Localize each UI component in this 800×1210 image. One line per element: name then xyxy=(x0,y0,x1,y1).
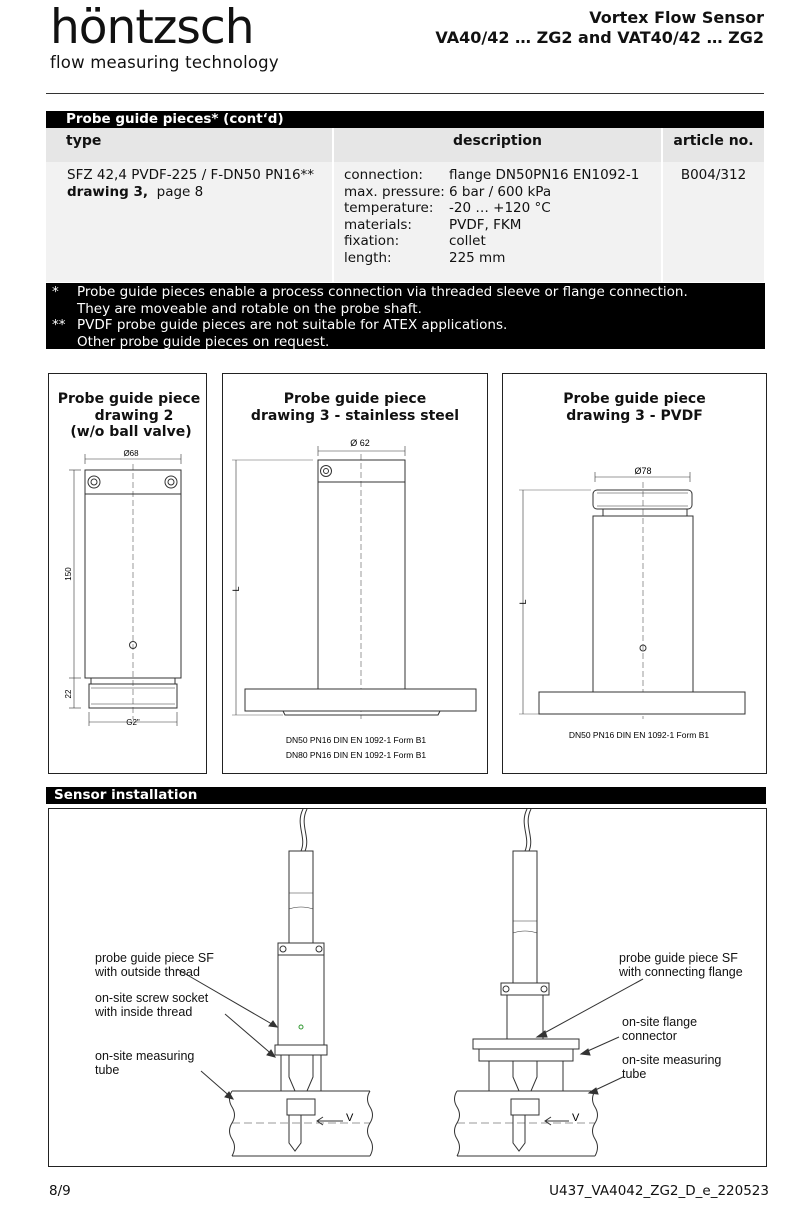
flange-note-1: DN50 PN16 DIN EN 1092-1 Form B1 xyxy=(568,730,710,740)
drawing-title-line: drawing 3 - PVDF xyxy=(566,407,703,424)
drawing-title xyxy=(503,391,766,424)
logo-wordmark: höntzsch xyxy=(50,0,254,55)
spec-value: PVDF, FKM xyxy=(449,216,522,233)
drawing-panel-2 xyxy=(48,373,207,774)
label-left-1a: probe guide piece SF xyxy=(95,951,214,965)
footnote-mark: ** xyxy=(52,317,66,333)
flow-symbol: V xyxy=(346,1112,354,1124)
dim-diameter: Ø68 xyxy=(123,449,139,458)
footnote xyxy=(52,284,765,301)
footnote xyxy=(52,301,765,318)
spec-value: 225 mm xyxy=(449,249,506,266)
type-page-ref: page 8 xyxy=(156,183,204,200)
spec-row xyxy=(344,167,661,184)
footnote xyxy=(52,334,765,351)
document-id: U437_VA4042_ZG2_D_e_220523 xyxy=(549,1183,769,1199)
dim-length: L xyxy=(518,599,528,605)
dim-diameter: Ø78 xyxy=(634,466,652,476)
drawing-panel-3-steel xyxy=(222,373,488,774)
drawing-title-line: drawing 2 xyxy=(94,407,174,424)
header-type: type xyxy=(46,128,332,162)
spec-value: 6 bar / 600 kPa xyxy=(449,183,552,200)
label-left-2a: on-site screw socket xyxy=(95,991,209,1005)
logo-tagline: flow measuring technology xyxy=(50,53,279,72)
label-right-2a: on-site flange xyxy=(622,1015,698,1029)
header-divider xyxy=(46,93,764,94)
footnote-mark: * xyxy=(52,284,59,300)
header-description: description xyxy=(334,128,661,162)
label-left-3a: on-site measuring xyxy=(95,1049,195,1063)
footnote xyxy=(52,317,765,334)
spec-row xyxy=(344,184,661,201)
document-title xyxy=(435,8,764,48)
drawing-title-line: Probe guide piece xyxy=(283,391,427,407)
installation-panel xyxy=(48,808,767,1167)
drawing-title-line: drawing 3 - stainless steel xyxy=(250,407,460,424)
spec-row xyxy=(344,200,661,217)
flange-note-2: DN80 PN16 DIN EN 1092-1 Form B1 xyxy=(285,750,427,760)
dim-length: L xyxy=(231,586,241,592)
dim-thread-height: 22 xyxy=(64,689,73,699)
type-code: SFZ 42,4 PVDF-225 / F-DN50 PN16** xyxy=(67,167,315,183)
table-row xyxy=(46,162,764,282)
spec-value: collet xyxy=(449,233,486,249)
drawing-title-line: (w/o ball valve) xyxy=(70,424,192,440)
footnotes xyxy=(46,283,765,349)
label-right-1b: with connecting flange xyxy=(619,965,743,979)
footnote-text: PVDF probe guide pieces are not suitable for ATEX applications. xyxy=(77,317,508,333)
cell-type xyxy=(46,162,332,282)
spec-key: temperature: xyxy=(344,200,434,216)
dim-thread: G2" xyxy=(126,718,140,727)
header-article: article no. xyxy=(663,128,764,162)
drawing-3-pvdf-svg xyxy=(503,374,768,775)
label-right-3a: on-site measuring xyxy=(622,1053,722,1067)
title-line-2: VA40/42 … ZG2 and VAT40/42 … ZG2 xyxy=(435,28,764,47)
label-right-1a: probe guide piece SF xyxy=(619,951,738,965)
spec-value: flange DN50PN16 EN1092-1 xyxy=(449,167,640,183)
installation-svg xyxy=(49,809,768,1168)
spec-key: fixation: xyxy=(344,233,400,249)
drawing-3-steel-svg xyxy=(223,374,489,775)
title-line-1: Vortex Flow Sensor xyxy=(589,8,764,27)
drawing-title-line: Probe guide piece xyxy=(57,391,201,407)
label-left-1b: with outside thread xyxy=(95,965,200,979)
drawing-title xyxy=(52,391,206,441)
label-right-3b: tube xyxy=(622,1067,647,1081)
label-right-2b: connector xyxy=(622,1029,677,1043)
dim-height: 150 xyxy=(64,567,73,581)
spec-key: materials: xyxy=(344,216,412,233)
cell-description xyxy=(334,162,661,282)
dim-diameter: Ø 62 xyxy=(350,438,370,448)
footnote-text: Probe guide pieces enable a process connection via threaded sleeve or flange connection. xyxy=(77,284,688,300)
spec-value: -20 … +120 °C xyxy=(449,200,551,216)
drawing-panel-3-pvdf xyxy=(502,373,767,774)
table-header xyxy=(46,128,764,162)
spec-row xyxy=(344,233,661,250)
page-number: 8/9 xyxy=(49,1183,71,1199)
spec-key: connection: xyxy=(344,167,423,183)
footnote-text: Other probe guide pieces on request. xyxy=(77,333,330,350)
type-drawing-ref: drawing 3, xyxy=(67,183,149,200)
spec-row xyxy=(344,217,661,234)
spec-key: max. pressure: xyxy=(344,183,445,200)
flange-note-1: DN50 PN16 DIN EN 1092-1 Form B1 xyxy=(285,735,427,745)
company-logo xyxy=(50,2,279,73)
installation-section-title: Sensor installation xyxy=(46,787,766,804)
flow-symbol: V xyxy=(572,1112,580,1124)
drawing-title xyxy=(223,391,487,424)
label-left-3b: tube xyxy=(95,1063,120,1077)
footnote-text: They are moveable and rotable on the probe shaft. xyxy=(77,300,422,317)
cell-article: B004/312 xyxy=(663,162,764,282)
label-left-2b: with inside thread xyxy=(95,1005,193,1019)
spec-key: length: xyxy=(344,249,392,266)
spec-row xyxy=(344,250,661,267)
drawing-title-line: Probe guide piece xyxy=(563,391,706,407)
table-section-title: Probe guide pieces* (cont‘d) xyxy=(46,111,764,128)
